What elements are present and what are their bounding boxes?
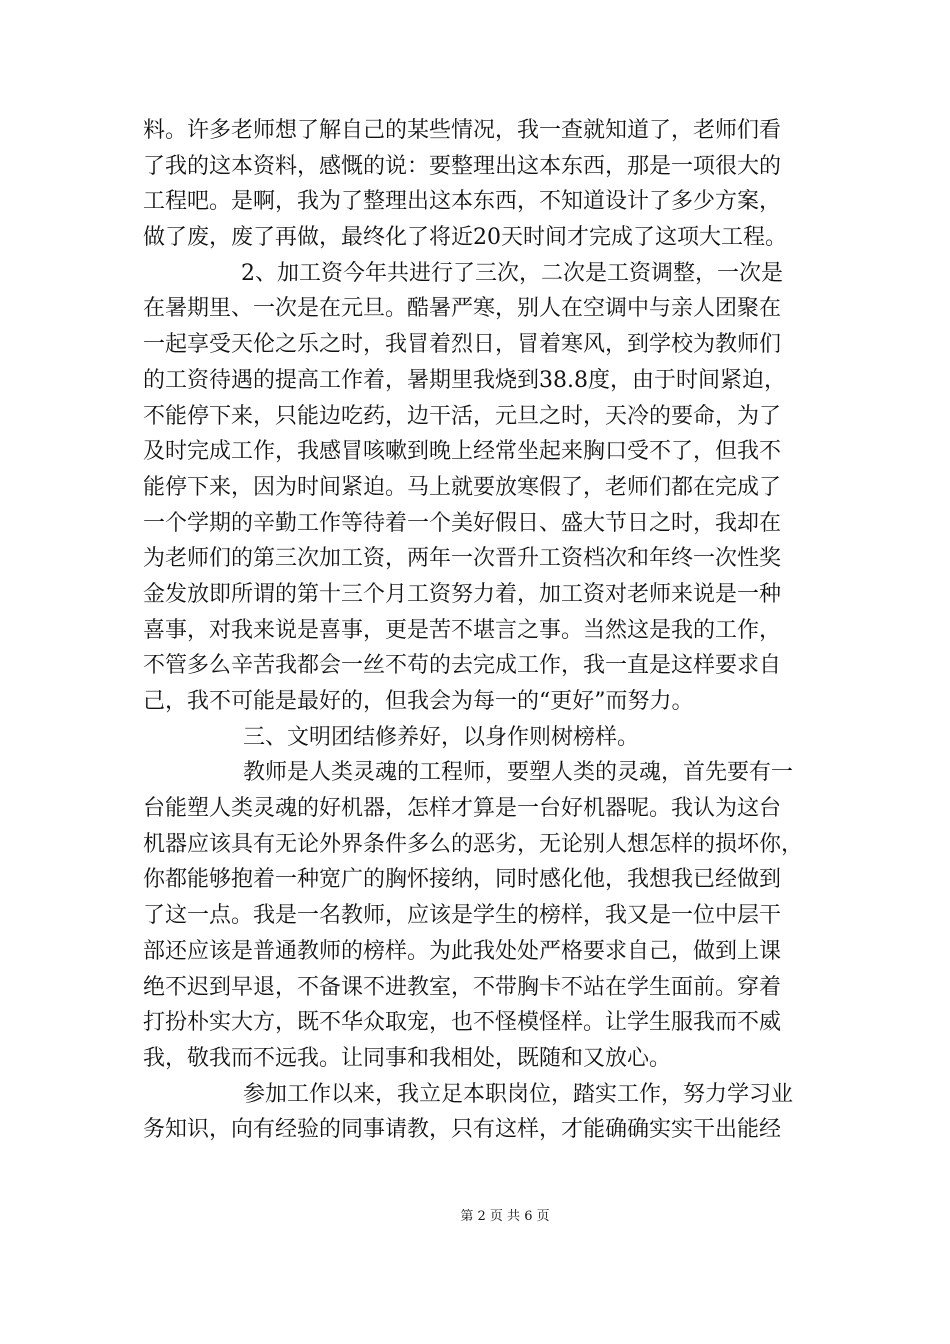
document-body bbox=[143, 113, 813, 1148]
text-line: 务知识，向有经验的同事请教，只有这样，才能确确实实干出能经 bbox=[143, 1117, 782, 1143]
paragraph-start-line: 2、加工资今年共进行了三次，二次是工资调整，一次是 bbox=[241, 260, 783, 286]
text-line: 台能塑人类灵魂的好机器，怎样才算是一台好机器呢。我认为这台 bbox=[143, 796, 782, 822]
text-line: 一个学期的辛勤工作等待着一个美好假日、盛大节日之时，我却在 bbox=[143, 510, 782, 536]
paragraph-start-line: 参加工作以来，我立足本职岗位，踏实工作，努力学习业 bbox=[243, 1081, 794, 1107]
text-line: 在暑期里、一次是在元旦。酷暑严寒，别人在空调中与亲人团聚在 bbox=[143, 296, 782, 322]
text-line: 了我的这本资料，感慨的说：要整理出这本东西，那是一项很大的 bbox=[143, 153, 782, 179]
text-line: 一起享受天伦之乐之时，我冒着烈日，冒着寒风，到学校为教师们 bbox=[143, 332, 782, 358]
text-line: 及时完成工作，我感冒咳嗽到晚上经常坐起来胸口受不了，但我不 bbox=[143, 439, 782, 465]
page-footer bbox=[0, 1206, 950, 1228]
text-line: 己，我不可能是最好的，但我会为每一的“更好”而努力。 bbox=[143, 689, 694, 714]
section-heading: 三、文明团结修养好，以身作则树榜样。 bbox=[243, 724, 640, 750]
text-line: 了这一点。我是一名教师，应该是学生的榜样，我又是一位中层干 bbox=[143, 903, 782, 929]
text-line: 机器应该具有无论外界条件多么的恶劣，无论别人想怎样的损坏你， bbox=[143, 831, 804, 857]
text-line: 不管多么辛苦我都会一丝不苟的去完成工作，我一直是这样要求自 bbox=[143, 653, 782, 679]
text-line: 的工资待遇的提高工作着，暑期里我烧到38.8度，由于时间紧迫， bbox=[143, 367, 786, 393]
text-line: 部还应该是普通教师的榜样。为此我处处严格要求自己，做到上课 bbox=[143, 938, 782, 964]
text-line: 你都能够抱着一种宽广的胸怀接纳，同时感化他，我想我已经做到 bbox=[143, 867, 782, 893]
text-line: 打扮朴实大方，既不华众取宠，也不怪模怪样。让学生服我而不威 bbox=[143, 1010, 782, 1036]
text-line: 金发放即所谓的第十三个月工资努力着，加工资对老师来说是一种 bbox=[143, 581, 782, 607]
paragraph-start-line: 教师是人类灵魂的工程师，要塑人类的灵魂，首先要有一 bbox=[243, 760, 794, 786]
text-line: 我，敬我而不远我。让同事和我相处，既随和又放心。 bbox=[143, 1045, 672, 1071]
page-number-label: 第 2 页 共 6 页 bbox=[460, 1209, 550, 1224]
text-line: 绝不迟到早退，不备课不进教室，不带胸卡不站在学生面前。穿着 bbox=[143, 974, 782, 1000]
text-line: 做了废，废了再做，最终化了将近20天时间才完成了这项大工程。 bbox=[143, 225, 787, 251]
text-line: 料。许多老师想了解自己的某些情况，我一查就知道了，老师们看 bbox=[143, 118, 782, 143]
text-line: 为老师们的第三次加工资，两年一次晋升工资档次和年终一次性奖 bbox=[143, 546, 782, 572]
text-line: 喜事，对我来说是喜事，更是苦不堪言之事。当然这是我的工作， bbox=[143, 617, 782, 643]
text-line: 不能停下来，只能边吃药，边干活，元旦之时，天冷的要命，为了 bbox=[143, 403, 782, 429]
text-line: 能停下来，因为时间紧迫。马上就要放寒假了，老师们都在完成了 bbox=[143, 474, 782, 500]
text-line: 工程吧。是啊，我为了整理出这本东西，不知道设计了多少方案， bbox=[143, 189, 782, 215]
